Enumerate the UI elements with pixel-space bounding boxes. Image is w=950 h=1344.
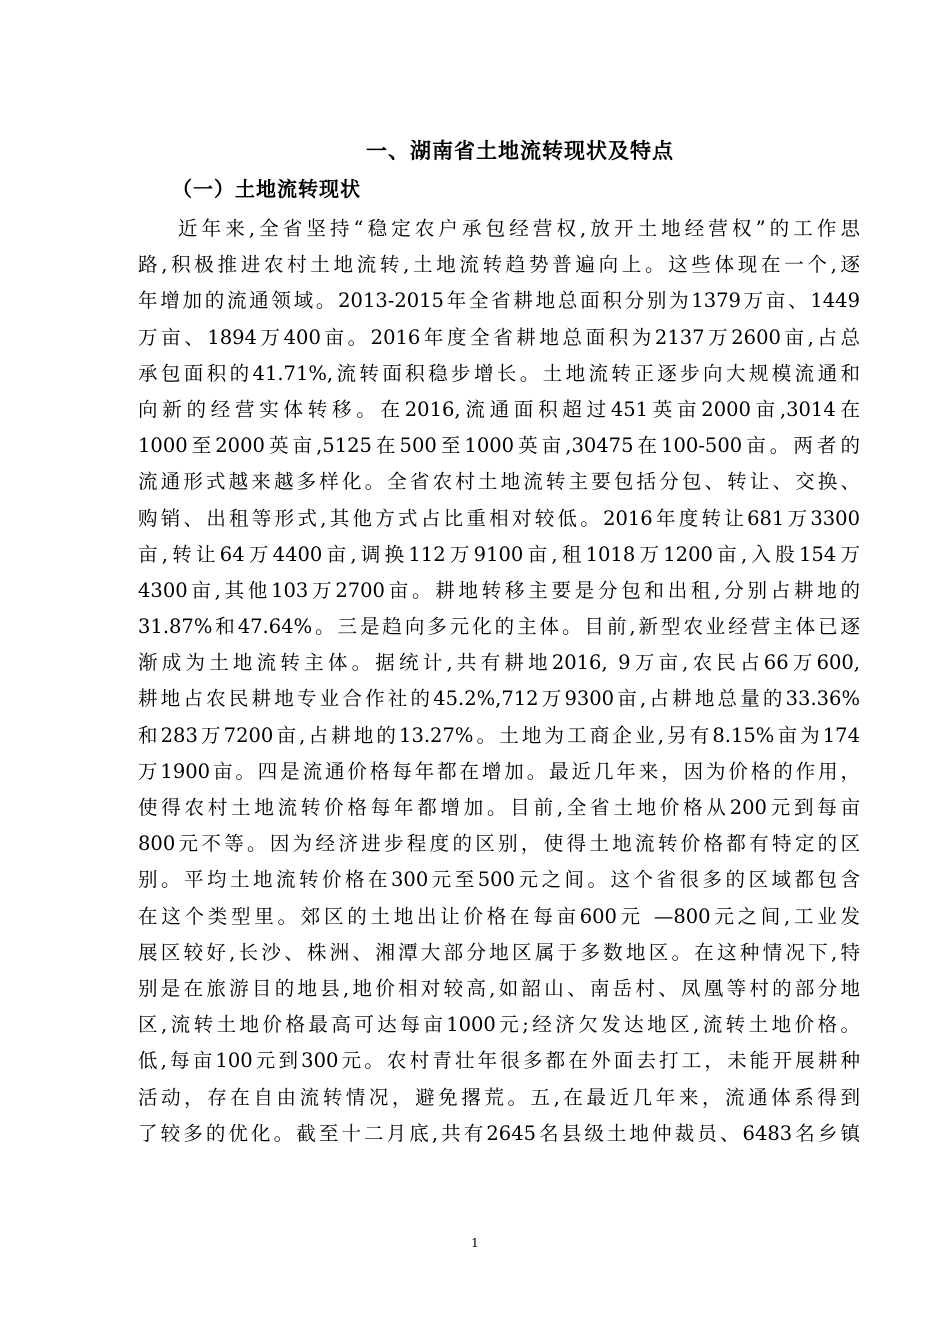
paragraph-line: 万亩、1894万400亩。2016年度全省耕地总面积为2137万2600亩,占总 — [138, 325, 860, 349]
paragraph-line: 31.87%和47.64%。三是趋向多元化的主体。目前,新型农业经营主体已逐 — [138, 615, 860, 639]
paragraph-line: 1000至2000英亩,5125在500至1000英亩,30475在100-500亩。两者的 — [138, 434, 860, 458]
page-number: 1 — [471, 1236, 479, 1250]
paragraph-line: 低,每亩100元到300元。农村青壮年很多都在外面去打工，未能开展耕种 — [138, 1049, 860, 1073]
paragraph-line: 近年来,全省坚持“稳定农户承包经营权,放开土地经营权”的工作思 — [178, 217, 860, 240]
paragraph-line: 800元不等。因为经济进步程度的区别，使得土地流转价格都有特定的区 — [138, 832, 860, 856]
paragraph-line: 承包面积的41.71%,流转面积稳步增长。土地流转正逐步向大规模流通和 — [138, 361, 860, 385]
paragraph-line: 万1900亩。四是流通价格每年都在增加。最近几年来，因为价格的作用， — [138, 759, 860, 783]
paragraph-line: 别。平均土地流转价格在300元至500元之间。这个省很多的区域都包含 — [138, 868, 860, 892]
paragraph-line: 展区较好,长沙、株洲、湘潭大部分地区属于多数地区。在这种情况下,特 — [138, 940, 860, 964]
body-paragraph — [138, 211, 860, 1152]
paragraph-line: 使得农村土地流转价格每年都增加。目前,全省土地价格从200元到每亩 — [138, 796, 860, 819]
paragraph-line: 亩,转让64万4400亩,调换112万9100亩,租1018万1200亩,入股154万 — [138, 542, 860, 566]
paragraph-line: 和283万7200亩,占耕地的13.27%。土地为工商企业,另有8.15%亩为174 — [138, 723, 860, 747]
subsection-heading: （一）土地流转现状 — [172, 177, 361, 201]
section-heading: 一、湖南省土地流转现状及特点 — [366, 139, 674, 163]
paragraph-line: 年增加的流通领域。2013-2015年全省耕地总面积分别为1379万亩、1449 — [138, 289, 860, 313]
paragraph-line: 流通形式越来越多样化。全省农村土地流转主要包括分包、转让、交换、 — [138, 470, 860, 494]
paragraph-line: 路,积极推进农村土地流转,土地流转趋势普遍向上。这些体现在一个,逐 — [138, 253, 860, 277]
paragraph-line: 4300亩,其他103万2700亩。耕地转移主要是分包和出租,分别占耕地的 — [138, 578, 860, 602]
paragraph-line: 购销、出租等形式,其他方式占比重相对较低。2016年度转让681万3300 — [138, 506, 860, 530]
paragraph-line: 活动，存在自由流转情况，避免撂荒。五,在最近几年来，流通体系得到 — [138, 1085, 860, 1109]
paragraph-line: 渐成为土地流转主体。据统计,共有耕地2016, 9万亩,农民占66万600, — [138, 651, 860, 675]
paragraph-line: 别是在旅游目的地县,地价相对较高,如韶山、南岳村、凤凰等村的部分地 — [138, 976, 860, 1000]
paragraph-line: 在这个类型里。郊区的土地出让价格在每亩600元 —800元之间,工业发 — [138, 904, 860, 928]
paragraph-line: 耕地占农民耕地专业合作社的45.2%,712万9300亩,占耕地总量的33.36% — [138, 687, 860, 711]
paragraph-line: 向新的经营实体转移。在2016,流通面积超过451英亩2000亩,3014在 — [138, 397, 860, 421]
paragraph-line: 区,流转土地价格最高可达每亩1000元;经济欠发达地区,流转土地价格。 — [138, 1013, 860, 1037]
paragraph-line: 了较多的优化。截至十二月底,共有2645名县级土地仲裁员、6483名乡镇 — [138, 1121, 860, 1145]
